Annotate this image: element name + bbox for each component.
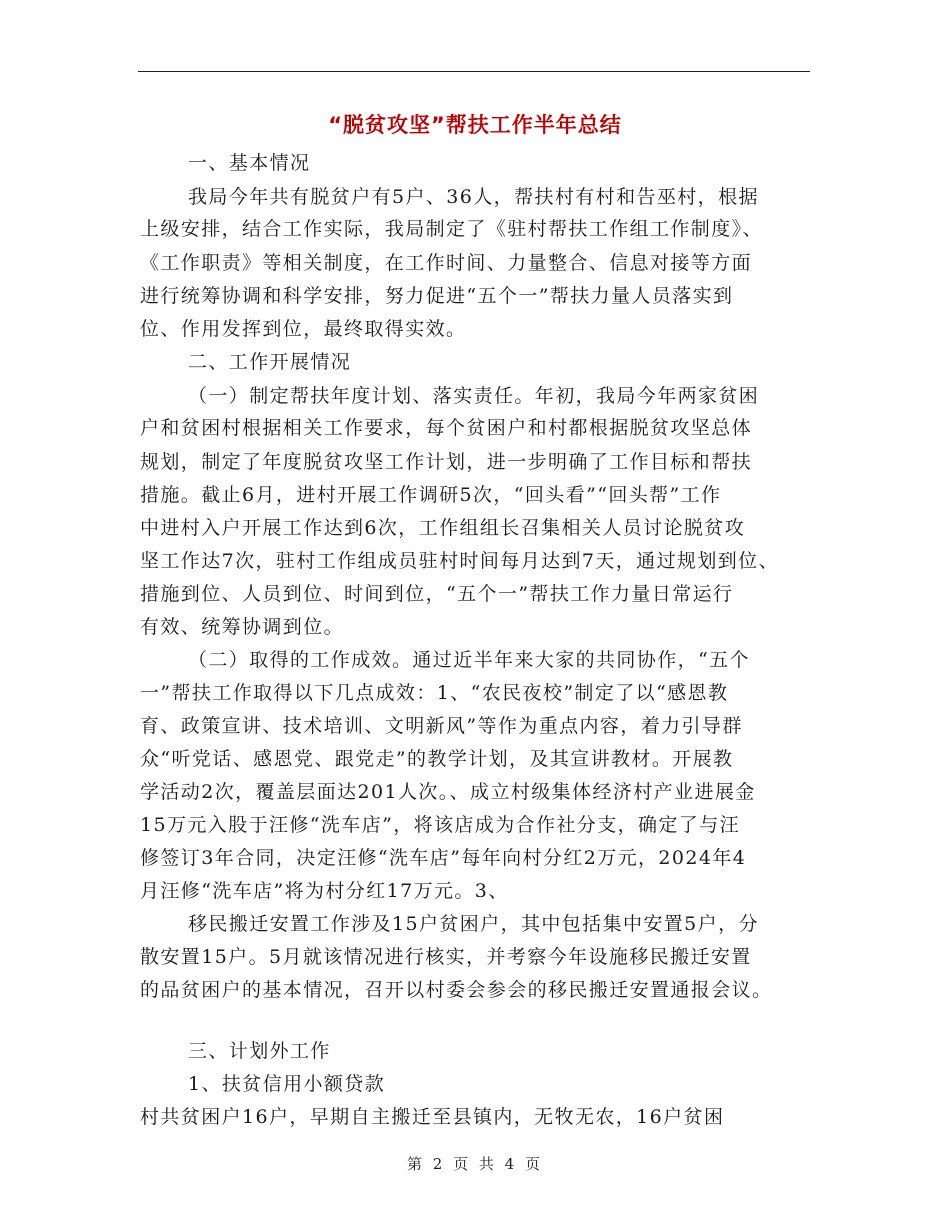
paragraph-line: 修签订3年合同，决定汪修“洗车店”每年向村分红2万元，2024年4 [140, 847, 747, 869]
paragraph-line: 移民搬迁安置工作涉及15户贫困户，其中包括集中安置5户，分 [188, 913, 759, 935]
paragraph-line: 《工作职责》等相关制度，在工作时间、力量整合、信息对接等方面 [140, 252, 753, 274]
paragraph-line: 我局今年共有脱贫户有5户、36人，帮扶村有村和告巫村，根据 [188, 186, 759, 208]
paragraph-line: （一）制定帮扶年度计划、落实责任。年初，我局今年两家贫困 [188, 385, 760, 407]
header-rule [138, 71, 810, 72]
document-title: “脱贫攻坚”帮扶工作半年总结 [328, 113, 622, 137]
paragraph-line: 15万元入股于汪修“洗车店”，将该店成为合作社分支，确定了与汪 [140, 814, 741, 836]
paragraph-line: 学活动2次，覆盖层面达201人次。、成立村级集体经济村产业进展金 [140, 781, 756, 803]
paragraph-line: 月汪修“洗车店”将为村分红17万元。3、 [140, 880, 509, 902]
section-heading: 一、基本情况 [188, 152, 311, 174]
page-footer: 第 2 页 共 4 页 [407, 1155, 543, 1173]
paragraph-line: 规划，制定了年度脱贫攻坚工作计划，进一步明确了工作目标和帮扶 [140, 451, 753, 473]
paragraph-line: 村共贫困户16户，早期自主搬迁至县镇内，无牧无农，16户贫困 [140, 1106, 725, 1128]
paragraph-line: 众“听党话、感恩党、跟党走”的教学计划，及其宣讲教材。开展教 [140, 748, 734, 770]
paragraph-line: 一”帮扶工作取得以下几点成效：1、“农民夜校”制定了以“感恩教 [140, 682, 729, 704]
paragraph-line: （二）取得的工作成效。通过近半年来大家的共同协作，“五个 [188, 649, 750, 671]
section-heading: 三、计划外工作 [188, 1040, 331, 1062]
paragraph-line: 育、政策宣讲、技术培训、文明新风”等作为重点内容，着力引导群 [140, 715, 743, 737]
subsection-heading: 1、扶贫信用小额贷款 [188, 1073, 386, 1095]
paragraph-line: 上级安排，结合工作实际，我局制定了《驻村帮扶工作组工作制度》、 [140, 218, 763, 240]
paragraph-line: 位、作用发挥到位，最终取得实效。 [140, 318, 467, 340]
paragraph-line: 措施到位、人员到位、时间到位，“五个一”帮扶工作力量日常运行 [140, 583, 734, 605]
section-heading: 二、工作开展情况 [188, 351, 352, 373]
paragraph-line: 散安置15户。5月就该情况进行核实，并考察今年设施移民搬迁安置 [140, 946, 752, 968]
paragraph-line: 的品贫困户的基本情况，召开以村委会参会的移民搬迁安置通报会议。 [140, 979, 773, 1001]
paragraph-line: 措施。截止6月，进村开展工作调研5次，“回头看”“回头帮”工作 [140, 484, 722, 506]
paragraph-line: 中进村入户开展工作达到6次，工作组组长召集相关人员讨论脱贫攻 [140, 517, 746, 539]
paragraph-line: 坚工作达7次，驻村工作组成员驻村时间每月达到7天，通过规划到位、 [140, 550, 779, 572]
paragraph-line: 户和贫困村根据相关工作要求，每个贫困户和村都根据脱贫攻坚总体 [140, 417, 753, 439]
paragraph-line: 有效、统筹协调到位。 [140, 616, 345, 638]
paragraph-line: 进行统筹协调和科学安排，努力促进“五个一”帮扶力量人员落实到 [140, 285, 734, 307]
